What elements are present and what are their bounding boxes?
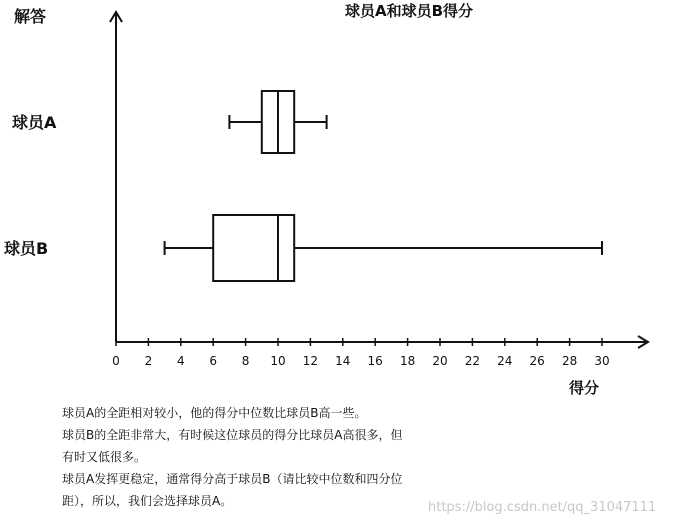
x-tick-label: 2 — [144, 354, 153, 368]
x-tick-label: 8 — [241, 354, 250, 368]
x-tick-label: 0 — [112, 354, 120, 368]
x-tick-label: 4 — [176, 354, 185, 368]
x-tick-label: 28 — [561, 354, 578, 368]
category-labels — [4, 113, 57, 258]
note-line: 球员A的全距相对较小，他的得分中位数比球员B高一些。 — [62, 406, 367, 420]
note-line: 有时又低很多。 — [62, 450, 147, 464]
answer-label: 解答 — [14, 7, 47, 26]
x-tick-label: 22 — [464, 354, 481, 368]
category-label: 球员A — [12, 113, 57, 132]
x-tick-label: 16 — [367, 354, 383, 368]
x-tick-label: 10 — [270, 354, 286, 368]
watermark: https://blog.csdn.net/qq_31047111 — [428, 500, 657, 515]
x-axis-label: 得分 — [568, 379, 600, 397]
chart-title: 球员A和球员B得分 — [345, 2, 474, 20]
iqr-box — [213, 215, 294, 281]
x-tick-label: 6 — [209, 354, 218, 368]
note-line: 距），所以，我们会选择球员A。 — [62, 494, 233, 508]
x-tick-label: 14 — [335, 354, 351, 368]
x-tick-label: 12 — [302, 354, 319, 368]
x-tick-label: 18 — [399, 354, 416, 368]
x-tick-label: 20 — [432, 354, 448, 368]
x-tick-label: 24 — [497, 354, 513, 368]
note-line: 球员B的全距非常大，有时候这位球员的得分比球员A高很多，但 — [62, 428, 403, 442]
category-label: 球员B — [4, 239, 49, 258]
boxes — [165, 91, 602, 281]
x-tick-label: 26 — [529, 354, 545, 368]
box-a — [229, 91, 326, 153]
x-tick-label: 30 — [594, 354, 610, 368]
analysis-notes — [62, 402, 532, 512]
box-b — [165, 215, 602, 281]
axes — [110, 12, 648, 348]
note-line: 球员A发挥更稳定，通常得分高于球员B（请比较中位数和四分位 — [62, 472, 403, 486]
